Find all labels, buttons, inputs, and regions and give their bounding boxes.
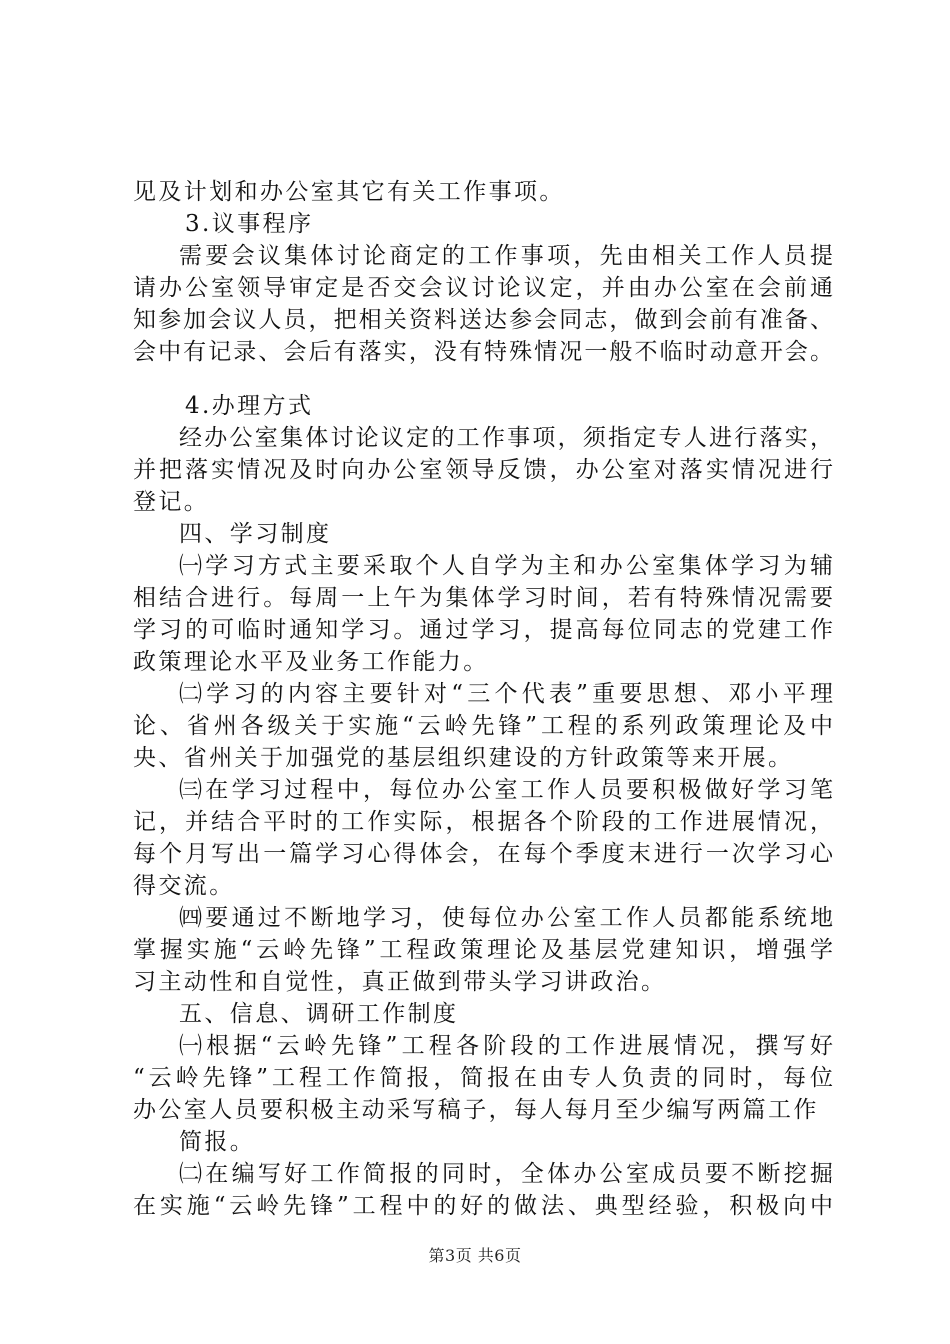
section-heading: 3.议事程序 [185,211,314,237]
text-line: 简报。 [179,1129,256,1155]
text-line: 经办公室集体讨论议定的工作事项，须指定专人进行落实， [179,425,833,451]
text-line: 习主动性和自觉性，真正做到带头学习讲政治。 [133,969,667,995]
text-line: 需要会议集体讨论商定的工作事项，先由相关工作人员提 [179,243,833,269]
text-line: 记，并结合平时的工作实际，根据各个阶段的工作进展情况， [133,809,833,835]
text-line: 见及计划和办公室其它有关工作事项。 [133,179,565,205]
document-body [133,176,833,1222]
text-line: 请办公室领导审定是否交会议讨论议定，并由办公室在会前通 [133,275,833,301]
text-line: 学习的可临时通知学习。通过学习，提高每位同志的党建工作 [133,617,833,643]
text-line: 在实施“云岭先锋”工程中的好的做法、典型经验，积极向中 [133,1193,833,1219]
text-line: 每个月写出一篇学习心得体会，在每个季度末进行一次学习心 [133,841,833,867]
text-line: 得交流。 [133,873,235,899]
text-line: 并把落实情况及时向办公室领导反馈，办公室对落实情况进行 [133,457,833,483]
section-heading: 4.办理方式 [185,393,314,419]
text-line: ㈣要通过不断地学习，使每位办公室工作人员都能系统地 [179,905,833,931]
text-line: ㈢在学习过程中，每位办公室工作人员要积极做好学习笔 [179,777,833,803]
text-line: 登记。 [133,489,210,515]
text-line: ㈠根据“云岭先锋”工程各阶段的工作进展情况，撰写好 [179,1033,833,1059]
text-line: 央、省州关于加强党的基层组织建设的方针政策等来开展。 [133,745,794,771]
text-line: ㈡学习的内容主要针对“三个代表”重要思想、邓小平理 [179,681,833,707]
text-line: ㈠学习方式主要采取个人自学为主和办公室集体学习为辅 [179,553,833,579]
text-line: 论、省州各级关于实施“云岭先锋”工程的系列政策理论及中 [133,713,833,739]
page-number-footer: 第3页 共6页 [428,1246,522,1265]
text-line: 政策理论水平及业务工作能力。 [133,649,489,675]
section-heading: 五、信息、调研工作制度 [179,1001,459,1027]
paragraph-gap [133,368,833,390]
text-line: 会中有记录、会后有落实，没有特殊情况一般不临时动意开会。 [133,339,833,365]
text-line: 知参加会议人员，把相关资料送达参会同志，做到会前有准备、 [133,307,833,333]
text-line: “云岭先锋”工程工作简报，简报在由专人负责的同时，每位 [133,1065,833,1091]
text-line: ㈡在编写好工作简报的同时，全体办公室成员要不断挖掘 [179,1161,833,1187]
section-heading: 四、学习制度 [179,521,332,547]
text-line: 办公室人员要积极主动采写稿子，每人每月至少编写两篇工作 [133,1097,819,1123]
text-line: 相结合进行。每周一上午为集体学习时间，若有特殊情况需要 [133,585,833,611]
text-line: 掌握实施“云岭先锋”工程政策理论及基层党建知识，增强学 [133,937,833,963]
